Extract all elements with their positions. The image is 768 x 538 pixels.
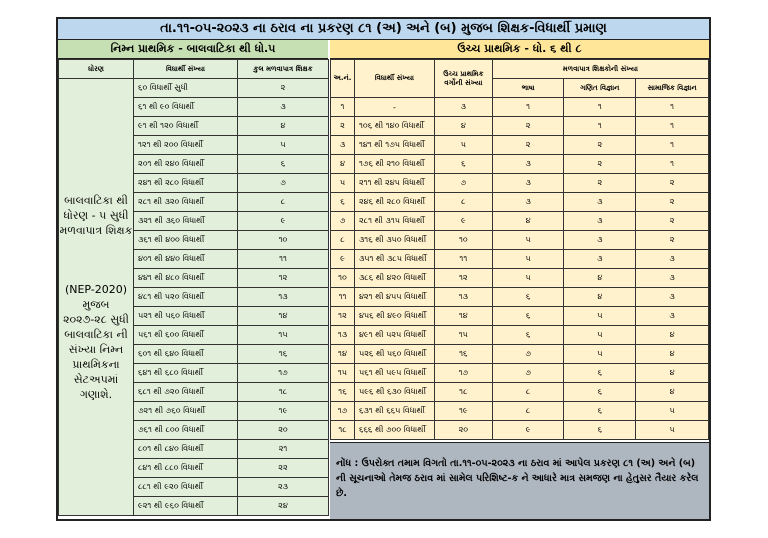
student-range-cell: ૭૨૧ થી ૭૬૦ વિધાર્થી [134, 402, 238, 421]
teacher-count-cell: ૬ [238, 155, 329, 174]
class-count-cell: ૭ [434, 174, 492, 193]
table-row [331, 155, 709, 174]
standard-cell [59, 79, 134, 516]
col-header-sr: અ.નં. [331, 60, 355, 98]
math-science-teacher-cell: ૬ [564, 383, 636, 402]
language-teacher-cell: ૩ [492, 155, 564, 174]
table-row [331, 231, 709, 250]
class-count-cell: ૧૪ [434, 307, 492, 326]
math-science-teacher-cell: ૩ [564, 212, 636, 231]
sr-cell: ૩ [331, 136, 355, 155]
sr-cell: ૧૫ [331, 364, 355, 383]
language-teacher-cell: ૯ [492, 421, 564, 440]
language-teacher-cell: ૨ [492, 117, 564, 136]
teacher-count-cell: ૨ [238, 79, 329, 98]
student-range-cell: ૪૦૧ થી ૪૪૦ વિધાર્થી [134, 250, 238, 269]
student-range-cell: ૮૦૧ થી ૮૪૦ વિધાર્થી [134, 440, 238, 459]
col-header-students: વિધાર્થી સંખ્યા [354, 60, 434, 98]
student-range-cell: ૯૧ થી ૧૨૦ વિધાર્થી [134, 117, 238, 136]
math-science-teacher-cell: ૬ [564, 402, 636, 421]
class-count-cell: ૯ [434, 212, 492, 231]
language-teacher-cell: ૭ [492, 364, 564, 383]
class-count-cell: ૫ [434, 136, 492, 155]
social-science-teacher-cell: ૧ [636, 117, 709, 136]
student-range-cell: ૭૬૧ થી ૮૦૦ વિધાર્થી [134, 421, 238, 440]
math-science-teacher-cell: ૪ [564, 269, 636, 288]
social-science-teacher-cell: ૪ [636, 364, 709, 383]
math-science-teacher-cell: ૫ [564, 307, 636, 326]
teacher-count-cell: ૧૬ [238, 345, 329, 364]
sr-cell: ૬ [331, 193, 355, 212]
col-header-classes: ઉચ્ચ પ્રાથમિક વર્ગોની સંખ્યા [434, 60, 492, 98]
table-row [331, 174, 709, 193]
class-count-cell: ૧૧ [434, 250, 492, 269]
teacher-count-cell: ૫ [238, 136, 329, 155]
sr-cell: ૧૩ [331, 326, 355, 345]
teacher-count-cell: ૧૪ [238, 307, 329, 326]
math-science-teacher-cell: ૪ [564, 288, 636, 307]
table-row [331, 193, 709, 212]
right-section-heading: ઉચ્ચ પ્રાથમિક - ધો. ૬ થી ૮ [330, 40, 709, 59]
table-row [331, 98, 709, 117]
student-range-cell: ૧૨૧ થી ૨૦૦ વિધાર્થી [134, 136, 238, 155]
student-range-cell: ૧૭૬ થી ૨૧૦ વિધાર્થી [354, 155, 434, 174]
table-row [331, 421, 709, 440]
student-range-cell: ૩૫૧ થી ૩૮૫ વિધાર્થી [354, 250, 434, 269]
sr-cell: ૮ [331, 231, 355, 250]
teacher-count-cell: ૭ [238, 174, 329, 193]
language-teacher-cell: ૨ [492, 136, 564, 155]
student-range-cell: ૩૬૧ થી ૪૦૦ વિધાર્થી [134, 231, 238, 250]
language-teacher-cell: ૫ [492, 231, 564, 250]
sr-cell: ૧ [331, 98, 355, 117]
sr-cell: ૧૬ [331, 383, 355, 402]
social-science-teacher-cell: ૪ [636, 345, 709, 364]
math-science-teacher-cell: ૨ [564, 136, 636, 155]
sr-cell: ૯ [331, 250, 355, 269]
math-science-teacher-cell: ૩ [564, 231, 636, 250]
sr-cell: ૧૧ [331, 288, 355, 307]
col-header-teacher-group: મળવાપાત્ર શિક્ષકોની સંખ્યા [492, 60, 708, 79]
student-range-cell: ૨૮૧ થી ૩૨૦ વિધાર્થી [134, 193, 238, 212]
student-range-cell: ૪૪૧ થી ૪૮૦ વિધાર્થી [134, 269, 238, 288]
social-science-teacher-cell: ૧ [636, 136, 709, 155]
teacher-count-cell: ૧૨ [238, 269, 329, 288]
math-science-teacher-cell: ૩ [564, 250, 636, 269]
language-teacher-cell: ૭ [492, 345, 564, 364]
col-header-students: વિધાર્થી સંખ્યા [134, 60, 238, 79]
class-count-cell: ૧૬ [434, 345, 492, 364]
teacher-count-cell: ૩ [238, 98, 329, 117]
student-range-cell: ૫૨૬ થી ૫૬૦ વિધાર્થી [354, 345, 434, 364]
standard-range-text: બાલવાટિકા થી ધોરણ - ૫ સુધી મળવાપાત્ર શિક્ષક [59, 193, 133, 237]
class-count-cell: ૩ [434, 98, 492, 117]
math-science-teacher-cell: ૫ [564, 345, 636, 364]
language-teacher-cell: ૮ [492, 383, 564, 402]
math-science-teacher-cell: ૨ [564, 155, 636, 174]
teacher-count-cell: ૨૩ [238, 478, 329, 497]
social-science-teacher-cell: ૨ [636, 193, 709, 212]
math-science-teacher-cell: ૨ [564, 174, 636, 193]
math-science-teacher-cell: ૬ [564, 364, 636, 383]
student-range-cell: ૮૮૧ થી ૯૨૦ વિધાર્થી [134, 478, 238, 497]
student-range-cell: ૫૬૧ થી ૫૯૫ વિધાર્થી [354, 364, 434, 383]
document-frame [56, 17, 711, 521]
social-science-teacher-cell: ૧ [636, 155, 709, 174]
teacher-count-cell: ૪ [238, 117, 329, 136]
student-range-cell: ૫૨૧ થી ૫૬૦ વિધાર્થી [134, 307, 238, 326]
language-teacher-cell: ૧ [492, 98, 564, 117]
teacher-count-cell: ૯ [238, 212, 329, 231]
teacher-count-cell: ૨૨ [238, 459, 329, 478]
social-science-teacher-cell: ૫ [636, 402, 709, 421]
teacher-count-cell: ૨૧ [238, 440, 329, 459]
teacher-count-cell: ૧૭ [238, 364, 329, 383]
col-header-standard: ધોરણ [59, 60, 134, 79]
social-science-teacher-cell: ૨ [636, 231, 709, 250]
language-teacher-cell: ૪ [492, 212, 564, 231]
sr-cell: ૭ [331, 212, 355, 231]
student-range-cell: ૪૮૧ થી ૫૨૦ વિધાર્થી [134, 288, 238, 307]
nep-note-text: (NEP-2020) મુજબ ૨૦૨૭-૨૮ સુધી બાલવાટિકા ની સંખ્યા નિમ્ન પ્રાથમિકના સેટઅપમાં ગણાશે. [63, 282, 129, 401]
teacher-count-cell: ૨૪ [238, 497, 329, 516]
teacher-count-cell: ૮ [238, 193, 329, 212]
student-range-cell: ૧૪૧ થી ૧૭૫ વિધાર્થી [354, 136, 434, 155]
page-title: તા.૧૧-૦૫-૨૦૨૩ ના ઠરાવ ના પ્રકરણ ૮૧ (અ) અને (બ) મુજબ શિક્ષક-વિધાર્થી પ્રમાણ [58, 19, 709, 40]
student-range-cell: ૬૧ થી ૯૦ વિધાર્થી [134, 98, 238, 117]
social-science-teacher-cell: ૩ [636, 307, 709, 326]
teacher-count-cell: ૧૧ [238, 250, 329, 269]
language-teacher-cell: ૬ [492, 307, 564, 326]
social-science-teacher-cell: ૫ [636, 421, 709, 440]
table-row [331, 307, 709, 326]
sr-cell: ૧૦ [331, 269, 355, 288]
table-row [331, 288, 709, 307]
teacher-count-cell: ૧૩ [238, 288, 329, 307]
language-teacher-cell: ૩ [492, 174, 564, 193]
table-row [331, 402, 709, 421]
social-science-teacher-cell: ૩ [636, 288, 709, 307]
table-row [331, 345, 709, 364]
language-teacher-cell: ૬ [492, 288, 564, 307]
social-science-teacher-cell: ૪ [636, 383, 709, 402]
social-science-teacher-cell: ૨ [636, 212, 709, 231]
math-science-teacher-cell: ૧ [564, 117, 636, 136]
student-range-cell: ૬૪૧ થી ૬૮૦ વિધાર્થી [134, 364, 238, 383]
table-row [331, 364, 709, 383]
col-header-social-science: સામાજિક વિજ્ઞાન [636, 79, 709, 98]
student-range-cell: ૬૬૬ થી ૭૦૦ વિધાર્થી [354, 421, 434, 440]
table-header-row [59, 60, 329, 79]
table-row [331, 136, 709, 155]
table-row [331, 212, 709, 231]
student-range-cell: ૫૯૬ થી ૬૩૦ વિધાર્થી [354, 383, 434, 402]
teacher-count-cell: ૧૯ [238, 402, 329, 421]
class-count-cell: ૬ [434, 155, 492, 174]
student-range-cell: ૪૨૧ થી ૪૫૫ વિધાર્થી [354, 288, 434, 307]
sr-cell: ૨ [331, 117, 355, 136]
student-range-cell: ૨૪૧ થી ૨૮૦ વિધાર્થી [134, 174, 238, 193]
lower-primary-table [58, 59, 329, 516]
language-teacher-cell: ૩ [492, 193, 564, 212]
teacher-count-cell: ૧૦ [238, 231, 329, 250]
student-range-cell: ૬૦૧ થી ૬૪૦ વિધાર્થી [134, 345, 238, 364]
student-range-cell: ૨૧૧ થી ૨૪૫ વિધાર્થી [354, 174, 434, 193]
sr-cell: ૧૭ [331, 402, 355, 421]
student-range-cell: ૨૦૧ થી ૨૪૦ વિધાર્થી [134, 155, 238, 174]
math-science-teacher-cell: ૫ [564, 326, 636, 345]
class-count-cell: ૧૯ [434, 402, 492, 421]
sr-cell: ૫ [331, 174, 355, 193]
language-teacher-cell: ૬ [492, 326, 564, 345]
student-range-cell: ૫૬૧ થી ૬૦૦ વિધાર્થી [134, 326, 238, 345]
student-range-cell: ૨૪૬ થી ૨૮૦ વિધાર્થી [354, 193, 434, 212]
social-science-teacher-cell: ૧ [636, 98, 709, 117]
student-range-cell: ૬૮૧ થી ૭૨૦ વિધાર્થી [134, 383, 238, 402]
math-science-teacher-cell: ૩ [564, 193, 636, 212]
student-range-cell: ૨૮૧ થી ૩૧૫ વિધાર્થી [354, 212, 434, 231]
math-science-teacher-cell: ૬ [564, 421, 636, 440]
col-header-teachers: કુલ મળવાપાત્ર શિક્ષક [238, 60, 329, 79]
student-range-cell: ૩૧૬ થી ૩૫૦ વિધાર્થી [354, 231, 434, 250]
social-science-teacher-cell: ૪ [636, 326, 709, 345]
upper-primary-table [330, 59, 709, 440]
table-row [331, 250, 709, 269]
table-row [331, 383, 709, 402]
student-range-cell: ૯૨૧ થી ૯૬૦ વિધાર્થી [134, 497, 238, 516]
class-count-cell: ૧૦ [434, 231, 492, 250]
class-count-cell: ૧૮ [434, 383, 492, 402]
language-teacher-cell: ૮ [492, 402, 564, 421]
class-count-cell: ૪ [434, 117, 492, 136]
student-range-cell: ૪૫૬ થી ૪૯૦ વિધાર્થી [354, 307, 434, 326]
sr-cell: ૪ [331, 155, 355, 174]
student-range-cell: ૮૪૧ થી ૮૮૦ વિધાર્થી [134, 459, 238, 478]
student-range-cell: ૬૦ વિધાર્થી સુધી [134, 79, 238, 98]
class-count-cell: ૨૦ [434, 421, 492, 440]
student-range-cell: ૬૩૧ થી ૬૬૫ વિધાર્થી [354, 402, 434, 421]
table-row [331, 269, 709, 288]
class-count-cell: ૧૭ [434, 364, 492, 383]
language-teacher-cell: ૫ [492, 250, 564, 269]
social-science-teacher-cell: ૩ [636, 250, 709, 269]
math-science-teacher-cell: ૧ [564, 98, 636, 117]
student-range-cell: ૪૯૧ થી ૫૨૫ વિધાર્થી [354, 326, 434, 345]
sr-cell: ૧૮ [331, 421, 355, 440]
teacher-count-cell: ૧૫ [238, 326, 329, 345]
teacher-count-cell: ૧૮ [238, 383, 329, 402]
sr-cell: ૧૨ [331, 307, 355, 326]
student-range-cell: ૧૦૬ થી ૧૪૦ વિધાર્થી [354, 117, 434, 136]
left-section-heading: નિમ્ન પ્રાથમિક - બાલવાટિકા થી ધો.૫ [58, 40, 329, 59]
student-range-cell: - [354, 98, 434, 117]
student-range-cell: ૩૨૧ થી ૩૬૦ વિધાર્થી [134, 212, 238, 231]
table-row [331, 117, 709, 136]
note-box: નોંધ : ઉપરોક્ત તમામ વિગતો તા.૧૧-૦૫-૨૦૨૩ ના ઠરાવ માં આપેલ પ્રકરણ ૮૧ (અ) અને (બ) ની સૂચનાઓ તેમજ ઠરાવ માં સામેલ પરિશિષ્ટ-ક ને આધારે માત્ર સમજણ ના હેતુસર તૈયાર કરેલ છે. [330, 442, 709, 519]
social-science-teacher-cell: ૩ [636, 269, 709, 288]
language-teacher-cell: ૫ [492, 269, 564, 288]
table-header-row [331, 60, 709, 79]
class-count-cell: ૮ [434, 193, 492, 212]
class-count-cell: ૧૨ [434, 269, 492, 288]
table-row [59, 79, 329, 98]
student-range-cell: ૩૮૬ થી ૪૨૦ વિધાર્થી [354, 269, 434, 288]
col-header-language: ભાષા [492, 79, 564, 98]
table-row [331, 326, 709, 345]
teacher-count-cell: ૨૦ [238, 421, 329, 440]
col-header-math-science: ગણિત વિજ્ઞાન [564, 79, 636, 98]
social-science-teacher-cell: ૨ [636, 174, 709, 193]
class-count-cell: ૧૫ [434, 326, 492, 345]
sr-cell: ૧૪ [331, 345, 355, 364]
class-count-cell: ૧૩ [434, 288, 492, 307]
